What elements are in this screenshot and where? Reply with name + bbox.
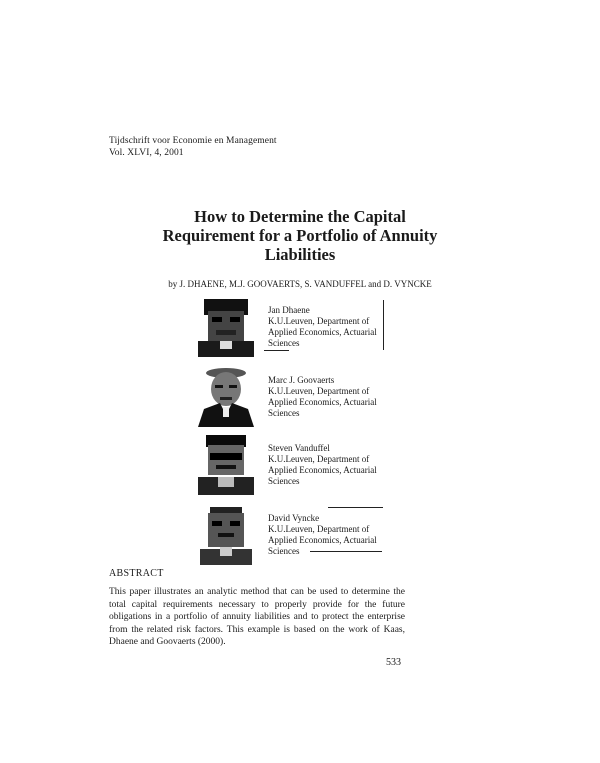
author-affiliation: K.U.Leuven, Department of	[268, 316, 370, 326]
box-rule	[328, 507, 383, 508]
abstract-heading: ABSTRACT	[109, 568, 164, 579]
author-name: Jan Dhaene	[268, 305, 310, 315]
author-photo	[198, 297, 254, 357]
box-rule	[264, 350, 289, 351]
author-bio	[268, 305, 393, 349]
author-block	[198, 367, 398, 432]
journal-header	[109, 135, 277, 159]
box-rule	[310, 551, 382, 552]
author-affiliation: Sciences	[268, 476, 300, 486]
title-line-3: Liabilities	[264, 245, 336, 264]
author-bio	[268, 443, 393, 487]
title-line-1: How to Determine the Capital	[194, 207, 406, 226]
author-affiliation: K.U.Leuven, Department of	[268, 524, 370, 534]
author-bio	[268, 375, 393, 419]
author-name: Marc J. Goovaerts	[268, 375, 335, 385]
journal-name: Tijdschrift voor Economie en Management	[109, 136, 277, 146]
page-number: 533	[386, 657, 401, 668]
author-name: Steven Vanduffel	[268, 443, 330, 453]
author-block	[198, 505, 398, 570]
author-affiliation: Applied Economics, Actuarial	[268, 465, 377, 475]
journal-volume: Vol. XLVI, 4, 2001	[109, 148, 184, 158]
author-photo	[198, 435, 254, 495]
author-affiliation: Sciences	[268, 408, 300, 418]
box-rule	[383, 300, 384, 350]
title-line-2: Requirement for a Portfolio of Annuity	[162, 226, 438, 245]
author-affiliation: Applied Economics, Actuarial	[268, 327, 377, 337]
author-affiliation: K.U.Leuven, Department of	[268, 386, 370, 396]
author-affiliation: Sciences	[268, 338, 300, 348]
author-photo	[198, 505, 254, 565]
author-block	[198, 435, 398, 500]
author-byline: by J. DHAENE, M.J. GOOVAERTS, S. VANDUFFEL and D. VYNCKE	[168, 279, 432, 289]
author-name: David Vyncke	[268, 513, 320, 523]
abstract-text: This paper illustrates an analytic method that can be used to determine the total capital requirements necessary to properly provide for the future obligations in a portfolio of annuity liabilities and to protect the enterprise from the related risk factors. This example is based on the work of Kaas, Dhaene and Goovaerts (2000).	[109, 587, 405, 647]
author-affiliation: Applied Economics, Actuarial	[268, 535, 377, 545]
author-affiliation: K.U.Leuven, Department of	[268, 454, 370, 464]
author-photo	[198, 367, 254, 427]
author-block	[198, 297, 398, 362]
paper-title	[100, 207, 500, 264]
author-affiliation: Sciences	[268, 546, 300, 556]
author-affiliation: Applied Economics, Actuarial	[268, 397, 377, 407]
